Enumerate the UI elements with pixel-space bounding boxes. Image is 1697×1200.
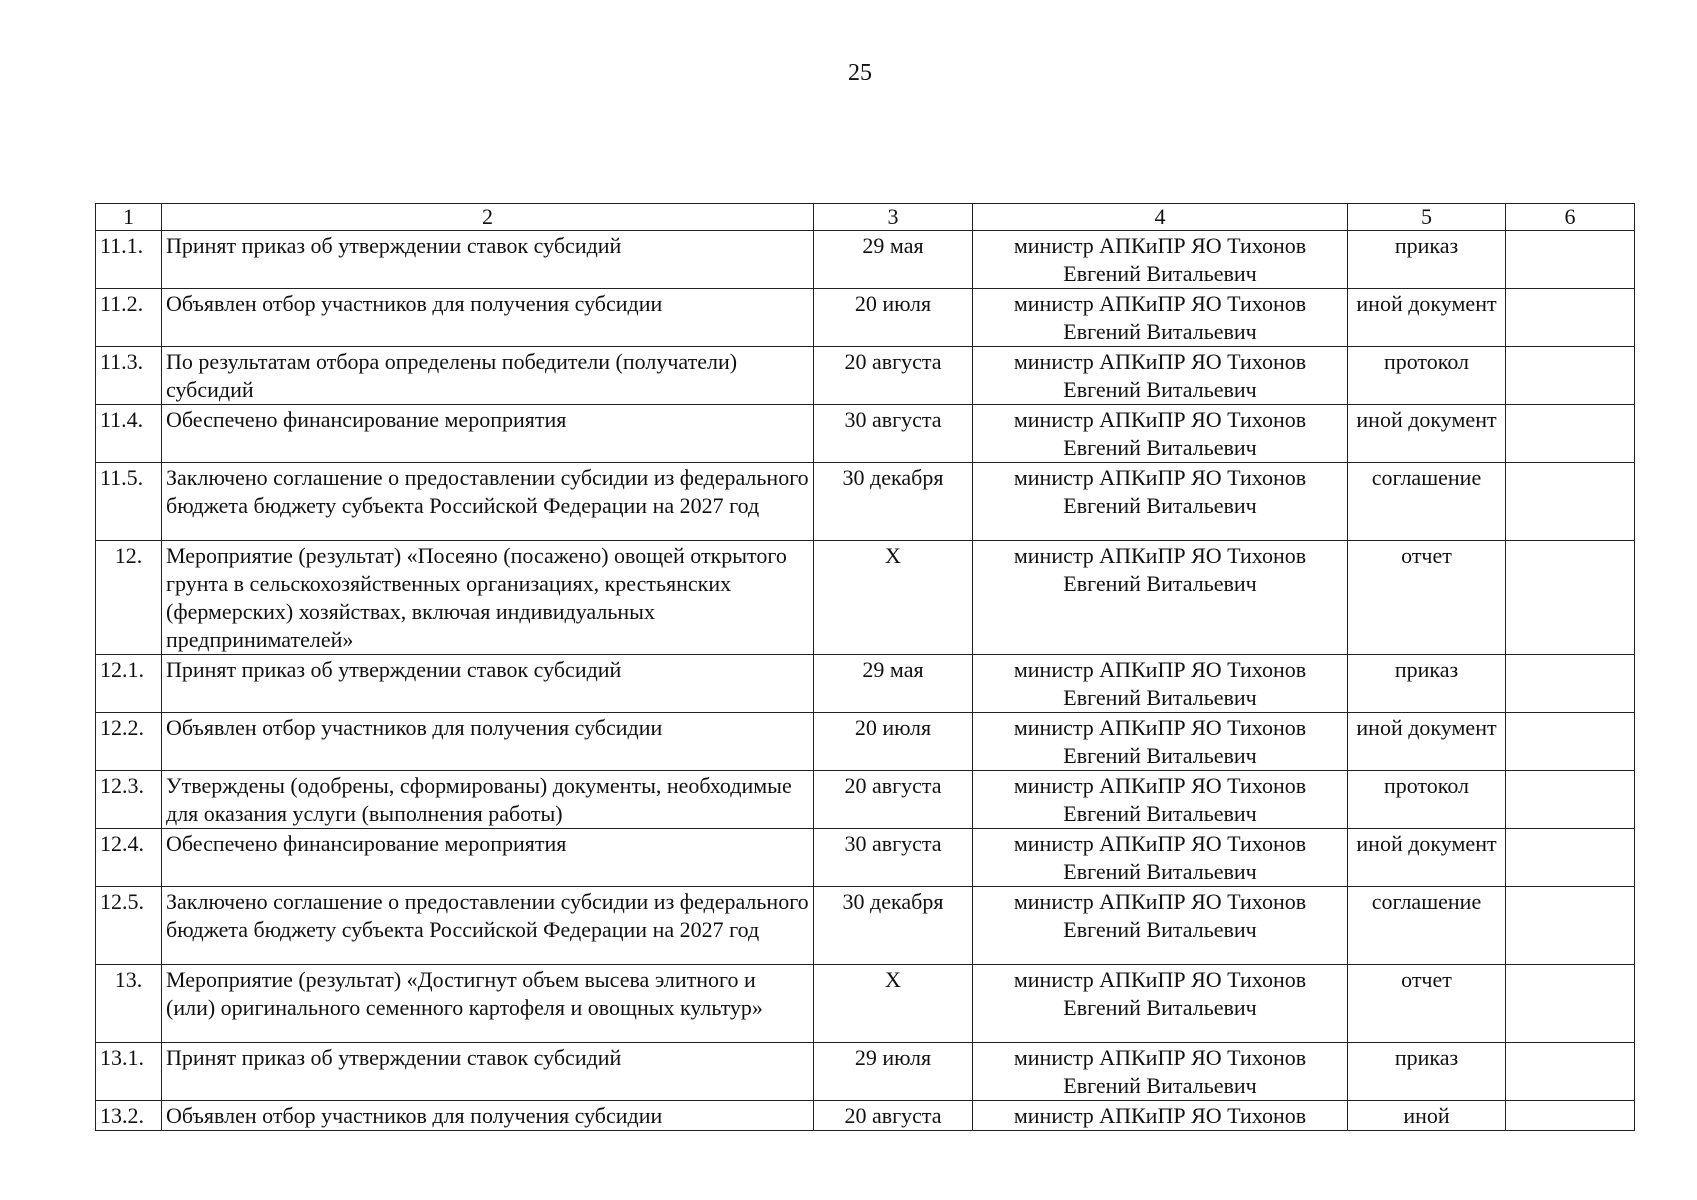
- row-activity: Мероприятие (результат) «Посеяно (посажено) овощей открытого грунта в сельскохозяйственных организациях, крестьянских (фермерских) хозяйствах, включая индивидуальных предпринимателей»: [162, 541, 814, 655]
- row-activity: Принят приказ об утверждении ставок субсидий: [162, 231, 814, 289]
- responsible-position: министр АПКиПР ЯО Тихонов: [1013, 967, 1307, 992]
- column-header: 3: [814, 204, 973, 231]
- row-deadline: 29 мая: [814, 655, 973, 713]
- row-activity: Объявлен отбор участников для получения субсидии: [162, 713, 814, 771]
- table-row: [96, 405, 1635, 463]
- row-number: 12.3.: [96, 771, 162, 829]
- table-row: [96, 1043, 1635, 1101]
- row-document-type: отчет: [1348, 541, 1506, 655]
- row-note: [1506, 405, 1635, 463]
- responsible-person: Евгений Витальевич: [1063, 685, 1257, 710]
- table-row: [96, 1101, 1635, 1131]
- row-responsible: [973, 405, 1348, 463]
- table-row: [96, 887, 1635, 965]
- responsible-person: Евгений Витальевич: [1063, 435, 1257, 460]
- row-deadline: 20 августа: [814, 347, 973, 405]
- row-document-type: приказ: [1348, 655, 1506, 713]
- row-number: 11.4.: [96, 405, 162, 463]
- row-document-type: приказ: [1348, 231, 1506, 289]
- row-responsible: [973, 1043, 1348, 1101]
- row-number: 13.2.: [96, 1101, 162, 1131]
- responsible-person: Евгений Витальевич: [1063, 995, 1257, 1020]
- row-document-type: соглашение: [1348, 887, 1506, 965]
- row-activity: Утверждены (одобрены, сформированы) документы, необходимые для оказания услуги (выполнения работы): [162, 771, 814, 829]
- responsible-position: министр АПКиПР ЯО Тихонов: [1013, 715, 1307, 740]
- row-responsible: [973, 541, 1348, 655]
- responsible-person: Евгений Витальевич: [1063, 319, 1257, 344]
- column-header: 4: [973, 204, 1348, 231]
- row-responsible: [973, 463, 1348, 541]
- responsible-person: Евгений Витальевич: [1063, 743, 1257, 768]
- row-note: [1506, 541, 1635, 655]
- row-activity: Принят приказ об утверждении ставок субсидий: [162, 1043, 814, 1101]
- row-deadline: 20 августа: [814, 1101, 973, 1131]
- row-responsible: [973, 289, 1348, 347]
- row-responsible: [973, 231, 1348, 289]
- row-deadline: 20 июля: [814, 289, 973, 347]
- responsible-person: Евгений Витальевич: [1063, 571, 1257, 596]
- responsible-person: Евгений Витальевич: [1063, 859, 1257, 884]
- row-note: [1506, 965, 1635, 1043]
- column-header: 6: [1506, 204, 1635, 231]
- table-row: [96, 771, 1635, 829]
- row-deadline: 30 декабря: [814, 887, 973, 965]
- responsible-position: министр АПКиПР ЯО Тихонов: [1013, 465, 1307, 490]
- row-deadline: 29 июля: [814, 1043, 973, 1101]
- row-document-type: иной документ: [1348, 829, 1506, 887]
- row-deadline: 29 мая: [814, 231, 973, 289]
- row-number: 12.2.: [96, 713, 162, 771]
- responsible-position: министр АПКиПР ЯО Тихонов: [1013, 543, 1307, 568]
- table-row: [96, 965, 1635, 1043]
- responsible-position: министр АПКиПР ЯО Тихонов: [1013, 407, 1307, 432]
- row-activity: Объявлен отбор участников для получения субсидии: [162, 289, 814, 347]
- row-document-type: иной документ: [1348, 289, 1506, 347]
- row-note: [1506, 463, 1635, 541]
- table-body: [96, 231, 1635, 1131]
- row-document-type: иной документ: [1348, 713, 1506, 771]
- responsible-position: министр АПКиПР ЯО Тихонов: [1013, 349, 1307, 374]
- table-row: [96, 231, 1635, 289]
- responsible-position: министр АПКиПР ЯО Тихонов: [1013, 831, 1307, 856]
- row-deadline: 30 декабря: [814, 463, 973, 541]
- row-responsible: [973, 965, 1348, 1043]
- row-note: [1506, 1043, 1635, 1101]
- responsible-position: министр АПКиПР ЯО Тихонов: [1013, 1045, 1307, 1070]
- column-header: 1: [96, 204, 162, 231]
- row-responsible: [973, 713, 1348, 771]
- table-header-row: [96, 204, 1635, 231]
- row-document-type: приказ: [1348, 1043, 1506, 1101]
- row-activity: Мероприятие (результат) «Достигнут объем высева элитного и (или) оригинального семенного картофеля и овощных культур»: [162, 965, 814, 1043]
- responsible-person: Евгений Витальевич: [1063, 1073, 1257, 1098]
- responsible-position: министр АПКиПР ЯО Тихонов: [1013, 889, 1307, 914]
- row-number: 12.: [96, 541, 162, 655]
- row-number: 13.1.: [96, 1043, 162, 1101]
- row-document-type: иной: [1348, 1101, 1506, 1131]
- responsible-position: министр АПКиПР ЯО Тихонов: [1013, 773, 1307, 798]
- plan-table: [95, 203, 1635, 1131]
- row-document-type: протокол: [1348, 771, 1506, 829]
- responsible-person: Евгений Витальевич: [1063, 261, 1257, 286]
- row-note: [1506, 887, 1635, 965]
- row-note: [1506, 829, 1635, 887]
- responsible-person: Евгений Витальевич: [1063, 801, 1257, 826]
- table-row: [96, 347, 1635, 405]
- row-number: 13.: [96, 965, 162, 1043]
- row-responsible: [973, 887, 1348, 965]
- row-deadline: 30 августа: [814, 829, 973, 887]
- row-responsible: [973, 1101, 1348, 1131]
- column-header: 2: [162, 204, 814, 231]
- responsible-person: Евгений Витальевич: [1063, 493, 1257, 518]
- row-deadline: Х: [814, 965, 973, 1043]
- table-row: [96, 289, 1635, 347]
- row-document-type: соглашение: [1348, 463, 1506, 541]
- responsible-person: Евгений Витальевич: [1063, 917, 1257, 942]
- row-note: [1506, 289, 1635, 347]
- row-note: [1506, 771, 1635, 829]
- responsible-position: министр АПКиПР ЯО Тихонов: [1013, 657, 1307, 682]
- responsible-position: министр АПКиПР ЯО Тихонов: [1013, 233, 1307, 258]
- row-number: 12.5.: [96, 887, 162, 965]
- table-row: [96, 829, 1635, 887]
- row-document-type: отчет: [1348, 965, 1506, 1043]
- row-responsible: [973, 771, 1348, 829]
- column-header: 5: [1348, 204, 1506, 231]
- row-note: [1506, 655, 1635, 713]
- table-row: [96, 713, 1635, 771]
- row-document-type: протокол: [1348, 347, 1506, 405]
- row-note: [1506, 1101, 1635, 1131]
- responsible-position: министр АПКиПР ЯО Тихонов: [1013, 1103, 1307, 1128]
- table-row: [96, 655, 1635, 713]
- table-row: [96, 463, 1635, 541]
- row-number: 11.2.: [96, 289, 162, 347]
- row-deadline: 20 июля: [814, 713, 973, 771]
- row-activity: Объявлен отбор участников для получения субсидии: [162, 1101, 814, 1131]
- row-responsible: [973, 347, 1348, 405]
- row-activity: Заключено соглашение о предоставлении субсидии из федерального бюджета бюджету субъекта Российской Федерации на 2027 год: [162, 463, 814, 541]
- row-note: [1506, 347, 1635, 405]
- row-number: 12.4.: [96, 829, 162, 887]
- page-number: 25: [848, 60, 872, 86]
- row-number: 12.1.: [96, 655, 162, 713]
- row-activity: Принят приказ об утверждении ставок субсидий: [162, 655, 814, 713]
- row-note: [1506, 231, 1635, 289]
- row-activity: Заключено соглашение о предоставлении субсидии из федерального бюджета бюджету субъекта Российской Федерации на 2027 год: [162, 887, 814, 965]
- row-activity: Обеспечено финансирование мероприятия: [162, 405, 814, 463]
- row-activity: Обеспечено финансирование мероприятия: [162, 829, 814, 887]
- row-deadline: 30 августа: [814, 405, 973, 463]
- row-number: 11.3.: [96, 347, 162, 405]
- row-number: 11.1.: [96, 231, 162, 289]
- row-responsible: [973, 655, 1348, 713]
- responsible-position: министр АПКиПР ЯО Тихонов: [1013, 291, 1307, 316]
- row-deadline: Х: [814, 541, 973, 655]
- row-note: [1506, 713, 1635, 771]
- row-document-type: иной документ: [1348, 405, 1506, 463]
- responsible-person: Евгений Витальевич: [1063, 377, 1257, 402]
- table-row: [96, 541, 1635, 655]
- row-activity: По результатам отбора определены победители (получатели) субсидий: [162, 347, 814, 405]
- row-deadline: 20 августа: [814, 771, 973, 829]
- row-number: 11.5.: [96, 463, 162, 541]
- row-responsible: [973, 829, 1348, 887]
